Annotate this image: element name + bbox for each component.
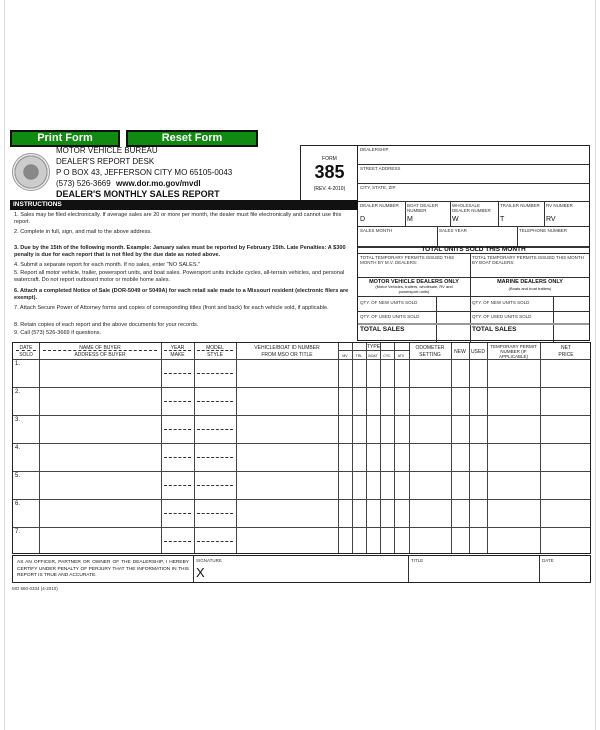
header-date: DATE bbox=[19, 345, 33, 351]
year-make-divider bbox=[164, 401, 191, 402]
city-state-zip-field[interactable]: CITY, STATE, ZIP bbox=[360, 185, 396, 190]
divider bbox=[498, 201, 499, 226]
reset-form-button[interactable]: Reset Form bbox=[126, 130, 258, 147]
marine-dealers-heading: MARINE DEALERS ONLY bbox=[497, 279, 563, 285]
date-field[interactable]: DATE bbox=[542, 558, 554, 563]
certification-box bbox=[12, 555, 591, 583]
print-form-button[interactable]: Print Form bbox=[10, 130, 120, 147]
dealer-number-label: WHOLESALE DEALER NUMBER bbox=[452, 203, 491, 213]
dealer-number-field[interactable]: T bbox=[500, 216, 505, 223]
instruction-item: 9. Call (573) 526-3669 if questions. bbox=[14, 330, 102, 336]
signature-x-mark: X bbox=[196, 565, 205, 580]
sales-month-field[interactable]: SALES MONTH bbox=[360, 228, 393, 233]
marine-qty-used-field[interactable]: QTY. OF USED UNITS SOLD bbox=[472, 314, 532, 319]
header-type-boat: BOAT bbox=[368, 354, 378, 358]
mailing-address: P O BOX 43, JEFFERSON CITY MO 65105-0043 bbox=[56, 168, 233, 177]
table-row[interactable] bbox=[13, 527, 590, 555]
row-number: 5. bbox=[15, 473, 21, 479]
table-row[interactable] bbox=[13, 471, 590, 499]
form-code: MO 860-0334 (4-2010) bbox=[12, 586, 58, 591]
agency-name: MOTOR VEHICLE BUREAU bbox=[56, 146, 158, 155]
table-row[interactable] bbox=[13, 443, 590, 471]
row-number: 2. bbox=[15, 389, 21, 395]
form-label: FORM bbox=[322, 156, 337, 162]
header-model: MODEL bbox=[206, 345, 224, 351]
signature-field[interactable]: SIGNATURE bbox=[196, 558, 222, 563]
row-number: 6. bbox=[15, 501, 21, 507]
sales-table bbox=[12, 342, 591, 554]
sales-year-field[interactable]: SALES YEAR bbox=[439, 228, 467, 233]
mv-dealers-note: (Motor Vehicles, trailers, wholesale, RV and powersport units) bbox=[375, 284, 453, 294]
header-year: YEAR bbox=[170, 345, 185, 351]
instruction-item: 8. Retain copies of each report and the above documents for your records. bbox=[14, 322, 199, 328]
row-number: 1. bbox=[15, 361, 21, 367]
total-units-heading: TOTAL UNITS SOLD THIS MONTH bbox=[421, 246, 526, 253]
street-address-field[interactable]: STREET ADDRESS bbox=[360, 166, 401, 171]
header-type: TYPE bbox=[366, 344, 381, 350]
header-net1: NET bbox=[561, 345, 571, 351]
header-sold: SOLD bbox=[19, 352, 33, 358]
header-type-cyc: CYC bbox=[383, 354, 391, 358]
temp-permits-mv-field[interactable]: TOTAL TEMPORARY PERMITS ISSUED THIS MONTH BY M.V. DEALERS: bbox=[360, 255, 455, 265]
form-title: DEALER'S MONTHLY SALES REPORT bbox=[56, 189, 220, 199]
instruction-item: 4. Submit a separate report for each month. If no sales, enter "NO SALES." bbox=[14, 262, 201, 268]
dealer-number-label: RV NUMBER bbox=[546, 203, 573, 208]
telephone-field[interactable]: TELEPHONE NUMBER bbox=[519, 228, 568, 233]
header-name-of-buyer: NAME OF BUYER bbox=[79, 345, 121, 351]
form-revision: (REV. 4-2010) bbox=[313, 186, 346, 192]
desk-name: DEALER'S REPORT DESK bbox=[56, 157, 155, 166]
header-new: NEW bbox=[454, 349, 466, 355]
year-make-divider bbox=[164, 429, 191, 430]
temp-permits-boat-field[interactable]: TOTAL TEMPORARY PERMITS ISSUED THIS MONTH BY BOAT DEALERS: bbox=[472, 255, 584, 265]
row-number: 7. bbox=[15, 529, 21, 535]
certification-text: AS AN OFFICER, PARTNER OR OWNER OF THE DEALERSHIP, I HEREBY CERTIFY UNDER PENALTY OF PERJURY THAT THE INFORMATION IN THIS REPORT IS TRUE AND ACCURATE. bbox=[17, 560, 189, 578]
instruction-item: 5. Report all motor vehicle, trailer, powersport units, and boat sales. Powersport units include cycles, all-terrain vehicles, and personal watercraft. Do not report outboard motor or mobile home sales. bbox=[14, 270, 345, 283]
website-link[interactable]: www.dor.mo.gov/mvdl bbox=[116, 179, 201, 188]
header-address-of-buyer: ADDRESS OF BUYER bbox=[74, 352, 126, 358]
model-style-divider bbox=[197, 541, 233, 542]
header-type-trl: TRL bbox=[355, 354, 363, 358]
divider bbox=[338, 350, 409, 351]
divider bbox=[16, 350, 36, 351]
header-vin1: VEHICLE/BOAT ID NUMBER bbox=[254, 345, 320, 351]
divider bbox=[164, 350, 191, 351]
header-type-atv: ATV bbox=[397, 354, 405, 358]
marine-dealers-note: (Boats and boat trailers) bbox=[508, 286, 552, 291]
instructions-heading: INSTRUCTIONS bbox=[10, 200, 358, 210]
header-type-mv: MV bbox=[342, 354, 348, 358]
instruction-item: 2. Complete in full, sign, and mail to the above address. bbox=[14, 229, 152, 235]
year-make-divider bbox=[164, 513, 191, 514]
table-row[interactable] bbox=[13, 499, 590, 527]
header-make: MAKE bbox=[170, 352, 185, 358]
dealer-number-field[interactable]: W bbox=[452, 216, 459, 223]
instruction-item: 1. Sales may be filed electronically. If average sales are 20 or more per month, the dealer must file electronically and cannot use this report. bbox=[14, 212, 342, 225]
header-odo1: ODOMETER bbox=[415, 345, 445, 351]
form-number: 385 bbox=[314, 162, 345, 182]
instruction-item: 3. Due by the 15th of the following month. Example: January sales must be reported by February 15th. Late Penalties: A $300 penalty is due for each report that is not filed by the due date as noted above. bbox=[14, 245, 346, 258]
dealership-field[interactable]: DEALERSHIP bbox=[360, 147, 389, 152]
dealer-info-box bbox=[357, 145, 590, 341]
mv-qty-used-field[interactable]: QTY. OF USED UNITS SOLD bbox=[360, 314, 420, 319]
table-row[interactable] bbox=[13, 387, 590, 415]
state-seal-logo bbox=[12, 153, 50, 191]
divider bbox=[405, 201, 406, 226]
year-make-divider bbox=[164, 485, 191, 486]
table-row[interactable] bbox=[13, 415, 590, 443]
header-odo2: SETTING bbox=[419, 352, 441, 358]
dealer-number-field[interactable]: RV bbox=[546, 216, 556, 223]
model-style-divider bbox=[197, 373, 233, 374]
header-used: USED bbox=[471, 349, 485, 355]
divider bbox=[450, 201, 451, 226]
row-number: 4. bbox=[15, 445, 21, 451]
phone: (573) 526-3669 bbox=[56, 179, 111, 188]
model-style-divider bbox=[197, 457, 233, 458]
mv-qty-new-field[interactable]: QTY. OF NEW UNITS SOLD bbox=[360, 300, 418, 305]
title-field[interactable]: TITLE bbox=[411, 558, 424, 563]
mv-total-sales-field[interactable]: TOTAL SALES bbox=[360, 326, 405, 333]
dealer-number-label: DEALER NUMBER bbox=[360, 203, 399, 208]
header-net2: PRICE bbox=[558, 352, 574, 358]
marine-qty-new-field[interactable]: QTY. OF NEW UNITS SOLD bbox=[472, 300, 530, 305]
header-style: STYLE bbox=[207, 352, 223, 358]
table-row[interactable] bbox=[13, 359, 590, 387]
model-style-divider bbox=[197, 513, 233, 514]
instruction-item: 6. Attach a completed Notice of Sale (DOR-5049 or 5049A) for each retail sale made to a Missouri resident (electronic filers are exempt). bbox=[14, 288, 349, 301]
divider bbox=[197, 350, 233, 351]
year-make-divider bbox=[164, 373, 191, 374]
header-vin2: FROM MSO OR TITLE bbox=[261, 352, 313, 358]
model-style-divider bbox=[197, 485, 233, 486]
mv-dealers-heading: MOTOR VEHICLE DEALERS ONLY bbox=[369, 279, 459, 285]
instruction-item: 7. Attach Secure Power of Attorney forms and copies of corresponding titles (front and back) for each vehicle sold, if applicable. bbox=[14, 305, 329, 311]
header-temp-permit: TEMPORARY PERMIT NUMBER (IF APPLICABLE) bbox=[490, 344, 537, 359]
divider bbox=[544, 201, 545, 226]
divider bbox=[43, 350, 157, 351]
dealer-number-field[interactable]: D bbox=[360, 216, 366, 223]
dealer-number-field[interactable]: M bbox=[407, 216, 413, 223]
row-number: 3. bbox=[15, 417, 21, 423]
dealer-number-label: TRAILER NUMBER bbox=[500, 203, 540, 208]
year-make-divider bbox=[164, 541, 191, 542]
model-style-divider bbox=[197, 429, 233, 430]
model-style-divider bbox=[197, 401, 233, 402]
marine-total-sales-field[interactable]: TOTAL SALES bbox=[472, 326, 517, 333]
form-number-box bbox=[300, 145, 358, 201]
dealer-number-label: BOAT DEALER NUMBER bbox=[407, 203, 439, 213]
year-make-divider bbox=[164, 457, 191, 458]
